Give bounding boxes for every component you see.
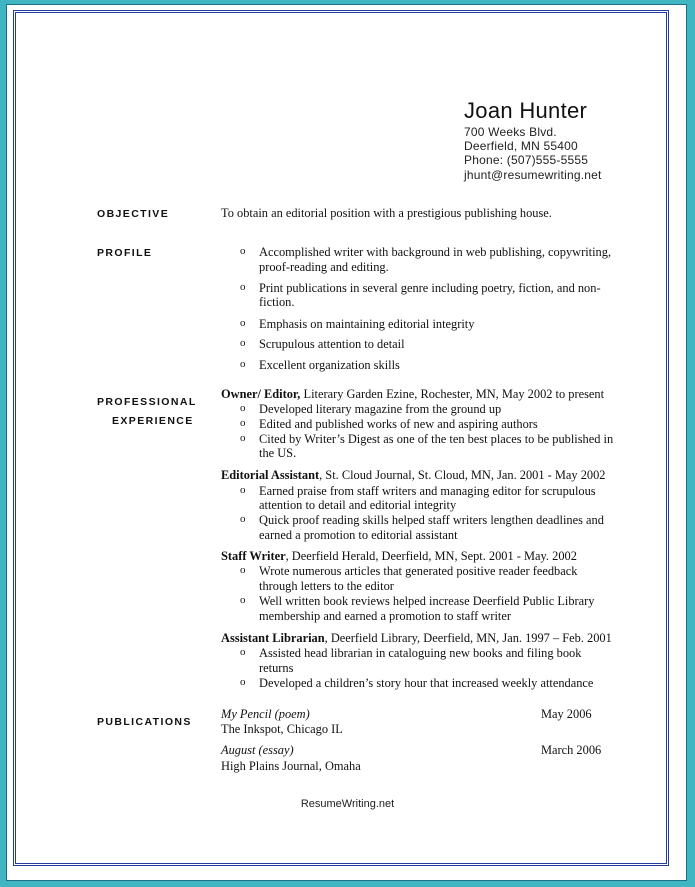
- job-bullet-line: Well written book reviews helped increase Deerfield Public Library: [259, 594, 595, 608]
- bullet-marker: o: [240, 676, 246, 688]
- job-details: , Deerfield Library, Deerfield, MN, Jan. 1997 – Feb. 2001: [324, 631, 612, 645]
- profile-item-line: fiction.: [259, 295, 295, 309]
- job-title: Owner/ Editor,: [221, 387, 301, 401]
- objective-text: To obtain an editorial position with a prestigious publishing house.: [221, 206, 552, 220]
- footer-site[interactable]: ResumeWriting.net: [300, 798, 395, 810]
- address-line-2: Deerfield, MN 55400: [464, 139, 578, 153]
- bullet-marker: o: [240, 281, 246, 293]
- section-profile: PROFILE: [97, 247, 153, 259]
- email[interactable]: jhunt@resumewriting.net: [464, 168, 602, 182]
- profile-item-line: Excellent organization skills: [259, 358, 400, 372]
- job-bullet-line: through letters to the editor: [259, 579, 394, 593]
- job-details: , Deerfield Herald, Deerfield, MN, Sept. 2001 - May. 2002: [285, 549, 577, 563]
- job-bullet-line: Developed a children’s story hour that increased weekly attendance: [259, 676, 594, 690]
- bullet-marker: o: [240, 594, 246, 606]
- publication-date: May 2006: [541, 707, 592, 721]
- job-bullet-line: attention to detail and editorial integrity: [259, 498, 457, 512]
- job-bullet-line: Wrote numerous articles that generated positive reader feedback: [259, 564, 578, 578]
- job-bullet-line: returns: [259, 661, 294, 675]
- publication-date: March 2006: [541, 743, 602, 757]
- profile-item-line: Emphasis on maintaining editorial integrity: [259, 317, 475, 331]
- bullet-marker: o: [240, 484, 246, 496]
- bullet-marker: o: [240, 513, 246, 525]
- bullet-marker: o: [240, 417, 246, 429]
- job-bullet-line: Earned praise from staff writers and managing editor for scrupulous: [259, 484, 596, 498]
- job-heading: [221, 549, 577, 563]
- bullet-marker: o: [240, 245, 246, 257]
- profile-item-line: Accomplished writer with background in web publishing, copywriting,: [259, 245, 612, 259]
- address-line-1: 700 Weeks Blvd.: [464, 125, 557, 139]
- bullet-marker: o: [240, 337, 246, 349]
- bullet-marker: o: [240, 432, 246, 444]
- section-objective: OBJECTIVE: [97, 208, 170, 220]
- publication-outlet: High Plains Journal, Omaha: [221, 759, 361, 773]
- applicant-name: Joan Hunter: [464, 98, 588, 123]
- profile-item-line: Print publications in several genre including poetry, fiction, and non-: [259, 281, 601, 295]
- job-title: Assistant Librarian: [221, 631, 325, 645]
- job-bullet-line: Cited by Writer’s Digest as one of the ten best places to be published in: [259, 432, 614, 446]
- job-details: Literary Garden Ezine, Rochester, MN, May 2002 to present: [300, 387, 605, 401]
- bullet-marker: o: [240, 646, 246, 658]
- publication-title: My Pencil (poem): [221, 707, 310, 721]
- job-bullet-line: Developed literary magazine from the ground up: [259, 402, 502, 416]
- job-title: Staff Writer: [221, 549, 286, 563]
- job-bullet-line: membership and earned a promotion to staff writer: [259, 609, 511, 623]
- job-bullet-line: earned a promotion to editorial assistant: [259, 528, 458, 542]
- job-bullet-line: Assisted head librarian in cataloguing new books and filing book: [259, 646, 582, 660]
- bullet-marker: o: [240, 358, 246, 370]
- bullet-marker: o: [240, 317, 246, 329]
- profile-item-line: Scrupulous attention to detail: [259, 337, 405, 351]
- publication-outlet: The Inkspot, Chicago IL: [221, 722, 343, 736]
- job-title: Editorial Assistant: [221, 468, 320, 482]
- section-publications: PUBLICATIONS: [97, 716, 192, 728]
- job-bullet-line: the US.: [259, 446, 297, 460]
- job-bullet-line: Edited and published works of new and aspiring authors: [259, 417, 538, 431]
- job-bullet-line: Quick proof reading skills helped staff writers lengthen deadlines and: [259, 513, 604, 527]
- section-professional: PROFESSIONAL: [97, 396, 197, 408]
- section-experience: EXPERIENCE: [112, 415, 194, 427]
- publication-title: August (essay): [221, 743, 294, 757]
- bullet-marker: o: [240, 402, 246, 414]
- profile-item-line: proof-reading and editing.: [259, 260, 389, 274]
- job-details: , St. Cloud Journal, St. Cloud, MN, Jan. 2001 - May 2002: [319, 468, 606, 482]
- job-heading: [221, 387, 604, 401]
- bullet-marker: o: [240, 564, 246, 576]
- job-heading: [221, 468, 605, 482]
- phone: Phone: (507)555-5555: [464, 153, 589, 167]
- job-heading: [221, 631, 612, 645]
